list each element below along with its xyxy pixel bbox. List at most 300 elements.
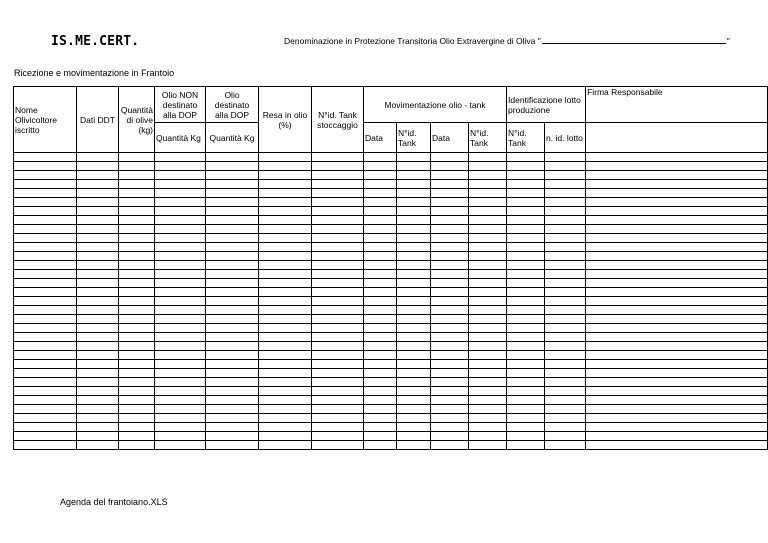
table-cell[interactable] <box>469 351 507 360</box>
table-cell[interactable] <box>77 414 119 423</box>
table-cell[interactable] <box>77 243 119 252</box>
table-cell[interactable] <box>155 351 206 360</box>
table-cell[interactable] <box>77 225 119 234</box>
table-cell[interactable] <box>364 306 397 315</box>
table-cell[interactable] <box>206 351 259 360</box>
table-cell[interactable] <box>206 207 259 216</box>
table-cell[interactable] <box>119 378 155 387</box>
table-cell[interactable] <box>469 171 507 180</box>
table-cell[interactable] <box>545 396 586 405</box>
table-cell[interactable] <box>119 306 155 315</box>
table-cell[interactable] <box>364 333 397 342</box>
table-cell[interactable] <box>364 342 397 351</box>
table-cell[interactable] <box>119 414 155 423</box>
table-cell[interactable] <box>259 198 312 207</box>
table-cell[interactable] <box>586 225 768 234</box>
table-cell[interactable] <box>312 378 364 387</box>
table-cell[interactable] <box>312 216 364 225</box>
table-cell[interactable] <box>119 252 155 261</box>
table-cell[interactable] <box>586 414 768 423</box>
table-cell[interactable] <box>469 414 507 423</box>
table-cell[interactable] <box>545 288 586 297</box>
table-cell[interactable] <box>586 162 768 171</box>
table-cell[interactable] <box>119 225 155 234</box>
table-cell[interactable] <box>469 261 507 270</box>
table-cell[interactable] <box>259 261 312 270</box>
table-cell[interactable] <box>469 324 507 333</box>
table-cell[interactable] <box>259 441 312 450</box>
table-cell[interactable] <box>397 324 431 333</box>
table-cell[interactable] <box>507 324 545 333</box>
table-cell[interactable] <box>364 432 397 441</box>
table-cell[interactable] <box>364 369 397 378</box>
table-cell[interactable] <box>507 423 545 432</box>
table-cell[interactable] <box>469 243 507 252</box>
table-cell[interactable] <box>119 315 155 324</box>
table-cell[interactable] <box>206 180 259 189</box>
table-cell[interactable] <box>364 297 397 306</box>
table-cell[interactable] <box>586 315 768 324</box>
table-cell[interactable] <box>155 261 206 270</box>
table-cell[interactable] <box>545 387 586 396</box>
table-cell[interactable] <box>469 234 507 243</box>
table-cell[interactable] <box>119 243 155 252</box>
table-cell[interactable] <box>397 225 431 234</box>
table-cell[interactable] <box>469 162 507 171</box>
table-cell[interactable] <box>507 369 545 378</box>
table-cell[interactable] <box>119 333 155 342</box>
table-cell[interactable] <box>14 396 77 405</box>
table-cell[interactable] <box>431 333 469 342</box>
table-cell[interactable] <box>469 315 507 324</box>
table-cell[interactable] <box>431 216 469 225</box>
table-cell[interactable] <box>545 234 586 243</box>
table-cell[interactable] <box>155 288 206 297</box>
table-cell[interactable] <box>259 333 312 342</box>
table-cell[interactable] <box>206 198 259 207</box>
table-cell[interactable] <box>469 423 507 432</box>
table-cell[interactable] <box>206 288 259 297</box>
table-cell[interactable] <box>586 441 768 450</box>
table-cell[interactable] <box>206 387 259 396</box>
table-cell[interactable] <box>259 423 312 432</box>
table-cell[interactable] <box>312 270 364 279</box>
table-cell[interactable] <box>507 279 545 288</box>
table-cell[interactable] <box>312 315 364 324</box>
table-cell[interactable] <box>545 441 586 450</box>
table-cell[interactable] <box>119 387 155 396</box>
table-cell[interactable] <box>586 387 768 396</box>
table-cell[interactable] <box>119 189 155 198</box>
table-cell[interactable] <box>397 441 431 450</box>
table-cell[interactable] <box>397 216 431 225</box>
table-cell[interactable] <box>155 342 206 351</box>
table-cell[interactable] <box>507 288 545 297</box>
table-cell[interactable] <box>431 351 469 360</box>
table-cell[interactable] <box>155 297 206 306</box>
table-cell[interactable] <box>545 423 586 432</box>
table-cell[interactable] <box>312 252 364 261</box>
table-cell[interactable] <box>586 378 768 387</box>
table-cell[interactable] <box>119 360 155 369</box>
table-cell[interactable] <box>431 342 469 351</box>
table-cell[interactable] <box>259 432 312 441</box>
table-cell[interactable] <box>155 198 206 207</box>
table-cell[interactable] <box>586 297 768 306</box>
table-cell[interactable] <box>77 279 119 288</box>
table-cell[interactable] <box>469 441 507 450</box>
table-cell[interactable] <box>431 378 469 387</box>
table-cell[interactable] <box>259 153 312 162</box>
table-cell[interactable] <box>77 351 119 360</box>
table-cell[interactable] <box>259 270 312 279</box>
table-cell[interactable] <box>545 252 586 261</box>
table-cell[interactable] <box>14 243 77 252</box>
table-cell[interactable] <box>14 432 77 441</box>
table-cell[interactable] <box>206 432 259 441</box>
table-cell[interactable] <box>14 279 77 288</box>
table-cell[interactable] <box>77 441 119 450</box>
table-cell[interactable] <box>119 234 155 243</box>
table-cell[interactable] <box>155 378 206 387</box>
table-cell[interactable] <box>259 342 312 351</box>
table-cell[interactable] <box>119 162 155 171</box>
table-cell[interactable] <box>206 225 259 234</box>
table-cell[interactable] <box>397 162 431 171</box>
table-cell[interactable] <box>14 378 77 387</box>
table-cell[interactable] <box>14 360 77 369</box>
table-cell[interactable] <box>119 171 155 180</box>
table-cell[interactable] <box>507 153 545 162</box>
table-cell[interactable] <box>545 297 586 306</box>
header-blank-line[interactable] <box>542 35 726 44</box>
table-cell[interactable] <box>545 351 586 360</box>
table-cell[interactable] <box>545 414 586 423</box>
table-cell[interactable] <box>431 441 469 450</box>
table-cell[interactable] <box>469 252 507 261</box>
table-cell[interactable] <box>14 324 77 333</box>
table-cell[interactable] <box>469 225 507 234</box>
table-cell[interactable] <box>431 414 469 423</box>
table-cell[interactable] <box>14 405 77 414</box>
table-cell[interactable] <box>14 369 77 378</box>
table-cell[interactable] <box>507 378 545 387</box>
table-cell[interactable] <box>312 225 364 234</box>
table-cell[interactable] <box>397 270 431 279</box>
table-cell[interactable] <box>77 171 119 180</box>
table-cell[interactable] <box>431 243 469 252</box>
table-cell[interactable] <box>431 306 469 315</box>
table-cell[interactable] <box>364 441 397 450</box>
table-cell[interactable] <box>469 297 507 306</box>
table-cell[interactable] <box>507 387 545 396</box>
table-cell[interactable] <box>312 180 364 189</box>
table-cell[interactable] <box>206 252 259 261</box>
table-cell[interactable] <box>77 189 119 198</box>
table-cell[interactable] <box>259 234 312 243</box>
table-cell[interactable] <box>77 360 119 369</box>
table-cell[interactable] <box>507 234 545 243</box>
table-cell[interactable] <box>364 180 397 189</box>
table-cell[interactable] <box>119 288 155 297</box>
table-cell[interactable] <box>431 279 469 288</box>
table-cell[interactable] <box>545 270 586 279</box>
table-cell[interactable] <box>397 405 431 414</box>
table-cell[interactable] <box>312 279 364 288</box>
table-cell[interactable] <box>206 441 259 450</box>
table-cell[interactable] <box>14 189 77 198</box>
table-cell[interactable] <box>469 360 507 369</box>
table-cell[interactable] <box>259 351 312 360</box>
table-cell[interactable] <box>155 207 206 216</box>
table-cell[interactable] <box>155 360 206 369</box>
table-cell[interactable] <box>469 405 507 414</box>
table-cell[interactable] <box>119 198 155 207</box>
table-cell[interactable] <box>206 162 259 171</box>
table-cell[interactable] <box>586 351 768 360</box>
table-cell[interactable] <box>364 378 397 387</box>
table-cell[interactable] <box>312 360 364 369</box>
table-cell[interactable] <box>119 153 155 162</box>
table-cell[interactable] <box>312 387 364 396</box>
table-cell[interactable] <box>364 225 397 234</box>
table-cell[interactable] <box>14 153 77 162</box>
table-cell[interactable] <box>259 171 312 180</box>
table-cell[interactable] <box>119 279 155 288</box>
table-cell[interactable] <box>206 342 259 351</box>
table-cell[interactable] <box>119 261 155 270</box>
table-cell[interactable] <box>119 180 155 189</box>
table-cell[interactable] <box>545 324 586 333</box>
table-cell[interactable] <box>545 171 586 180</box>
table-cell[interactable] <box>206 360 259 369</box>
table-cell[interactable] <box>545 189 586 198</box>
table-cell[interactable] <box>14 441 77 450</box>
table-cell[interactable] <box>312 369 364 378</box>
table-cell[interactable] <box>586 288 768 297</box>
table-cell[interactable] <box>312 153 364 162</box>
table-cell[interactable] <box>469 198 507 207</box>
table-cell[interactable] <box>397 288 431 297</box>
table-cell[interactable] <box>397 387 431 396</box>
table-cell[interactable] <box>364 234 397 243</box>
table-cell[interactable] <box>77 261 119 270</box>
table-cell[interactable] <box>14 252 77 261</box>
table-cell[interactable] <box>507 342 545 351</box>
table-cell[interactable] <box>14 414 77 423</box>
table-cell[interactable] <box>77 153 119 162</box>
table-cell[interactable] <box>14 198 77 207</box>
table-cell[interactable] <box>155 216 206 225</box>
table-cell[interactable] <box>312 441 364 450</box>
table-cell[interactable] <box>364 324 397 333</box>
table-cell[interactable] <box>586 342 768 351</box>
table-cell[interactable] <box>586 252 768 261</box>
table-cell[interactable] <box>312 297 364 306</box>
table-cell[interactable] <box>397 342 431 351</box>
table-cell[interactable] <box>545 369 586 378</box>
table-cell[interactable] <box>155 387 206 396</box>
table-cell[interactable] <box>155 180 206 189</box>
table-cell[interactable] <box>155 333 206 342</box>
table-cell[interactable] <box>507 432 545 441</box>
table-cell[interactable] <box>507 360 545 369</box>
table-cell[interactable] <box>312 351 364 360</box>
table-cell[interactable] <box>545 180 586 189</box>
table-cell[interactable] <box>507 216 545 225</box>
table-cell[interactable] <box>206 396 259 405</box>
table-cell[interactable] <box>586 261 768 270</box>
table-cell[interactable] <box>364 153 397 162</box>
table-cell[interactable] <box>431 207 469 216</box>
table-cell[interactable] <box>259 216 312 225</box>
table-cell[interactable] <box>14 162 77 171</box>
table-cell[interactable] <box>77 342 119 351</box>
table-cell[interactable] <box>155 423 206 432</box>
table-cell[interactable] <box>586 234 768 243</box>
table-cell[interactable] <box>155 270 206 279</box>
table-cell[interactable] <box>77 252 119 261</box>
table-cell[interactable] <box>155 243 206 252</box>
table-cell[interactable] <box>469 378 507 387</box>
table-cell[interactable] <box>431 180 469 189</box>
table-cell[interactable] <box>259 243 312 252</box>
table-cell[interactable] <box>545 162 586 171</box>
table-cell[interactable] <box>155 162 206 171</box>
table-cell[interactable] <box>312 243 364 252</box>
table-cell[interactable] <box>364 261 397 270</box>
table-cell[interactable] <box>259 189 312 198</box>
table-cell[interactable] <box>14 342 77 351</box>
table-cell[interactable] <box>397 207 431 216</box>
table-cell[interactable] <box>469 387 507 396</box>
table-cell[interactable] <box>77 369 119 378</box>
table-cell[interactable] <box>77 162 119 171</box>
table-cell[interactable] <box>119 432 155 441</box>
table-cell[interactable] <box>77 207 119 216</box>
table-cell[interactable] <box>206 369 259 378</box>
table-cell[interactable] <box>77 405 119 414</box>
table-cell[interactable] <box>77 216 119 225</box>
table-cell[interactable] <box>77 432 119 441</box>
table-cell[interactable] <box>431 405 469 414</box>
table-cell[interactable] <box>155 414 206 423</box>
table-cell[interactable] <box>119 423 155 432</box>
table-cell[interactable] <box>364 270 397 279</box>
table-cell[interactable] <box>469 432 507 441</box>
table-cell[interactable] <box>14 297 77 306</box>
table-cell[interactable] <box>206 315 259 324</box>
table-cell[interactable] <box>431 252 469 261</box>
table-cell[interactable] <box>469 333 507 342</box>
table-cell[interactable] <box>586 405 768 414</box>
table-cell[interactable] <box>155 369 206 378</box>
table-cell[interactable] <box>312 207 364 216</box>
table-cell[interactable] <box>586 432 768 441</box>
table-cell[interactable] <box>507 198 545 207</box>
table-cell[interactable] <box>431 171 469 180</box>
table-cell[interactable] <box>545 279 586 288</box>
table-cell[interactable] <box>545 225 586 234</box>
table-cell[interactable] <box>545 243 586 252</box>
table-cell[interactable] <box>14 216 77 225</box>
table-cell[interactable] <box>586 324 768 333</box>
table-cell[interactable] <box>14 423 77 432</box>
table-cell[interactable] <box>259 396 312 405</box>
table-cell[interactable] <box>507 180 545 189</box>
table-cell[interactable] <box>397 189 431 198</box>
table-cell[interactable] <box>206 333 259 342</box>
table-cell[interactable] <box>507 351 545 360</box>
table-cell[interactable] <box>364 414 397 423</box>
table-cell[interactable] <box>397 153 431 162</box>
table-cell[interactable] <box>259 162 312 171</box>
table-cell[interactable] <box>586 279 768 288</box>
table-cell[interactable] <box>312 423 364 432</box>
table-cell[interactable] <box>431 225 469 234</box>
table-cell[interactable] <box>312 342 364 351</box>
table-cell[interactable] <box>431 396 469 405</box>
table-cell[interactable] <box>14 180 77 189</box>
table-cell[interactable] <box>469 279 507 288</box>
table-cell[interactable] <box>397 360 431 369</box>
table-cell[interactable] <box>507 405 545 414</box>
table-cell[interactable] <box>155 234 206 243</box>
table-cell[interactable] <box>206 306 259 315</box>
table-cell[interactable] <box>77 306 119 315</box>
table-cell[interactable] <box>507 297 545 306</box>
table-cell[interactable] <box>586 189 768 198</box>
table-cell[interactable] <box>431 324 469 333</box>
table-cell[interactable] <box>364 396 397 405</box>
table-cell[interactable] <box>397 198 431 207</box>
table-cell[interactable] <box>155 396 206 405</box>
table-cell[interactable] <box>397 432 431 441</box>
table-cell[interactable] <box>155 441 206 450</box>
table-cell[interactable] <box>77 324 119 333</box>
table-cell[interactable] <box>431 189 469 198</box>
table-cell[interactable] <box>14 306 77 315</box>
table-cell[interactable] <box>259 288 312 297</box>
table-cell[interactable] <box>364 387 397 396</box>
table-cell[interactable] <box>206 153 259 162</box>
table-cell[interactable] <box>469 189 507 198</box>
table-cell[interactable] <box>119 207 155 216</box>
table-cell[interactable] <box>431 360 469 369</box>
table-cell[interactable] <box>397 315 431 324</box>
table-cell[interactable] <box>397 378 431 387</box>
table-cell[interactable] <box>14 270 77 279</box>
table-cell[interactable] <box>259 315 312 324</box>
table-cell[interactable] <box>431 369 469 378</box>
table-cell[interactable] <box>155 315 206 324</box>
table-cell[interactable] <box>586 270 768 279</box>
table-cell[interactable] <box>155 432 206 441</box>
table-cell[interactable] <box>586 360 768 369</box>
table-cell[interactable] <box>77 288 119 297</box>
table-cell[interactable] <box>259 378 312 387</box>
table-cell[interactable] <box>545 207 586 216</box>
table-cell[interactable] <box>397 414 431 423</box>
table-cell[interactable] <box>364 252 397 261</box>
table-cell[interactable] <box>259 369 312 378</box>
table-cell[interactable] <box>206 279 259 288</box>
table-cell[interactable] <box>312 162 364 171</box>
table-cell[interactable] <box>119 369 155 378</box>
table-cell[interactable] <box>155 225 206 234</box>
table-cell[interactable] <box>155 189 206 198</box>
table-cell[interactable] <box>119 441 155 450</box>
